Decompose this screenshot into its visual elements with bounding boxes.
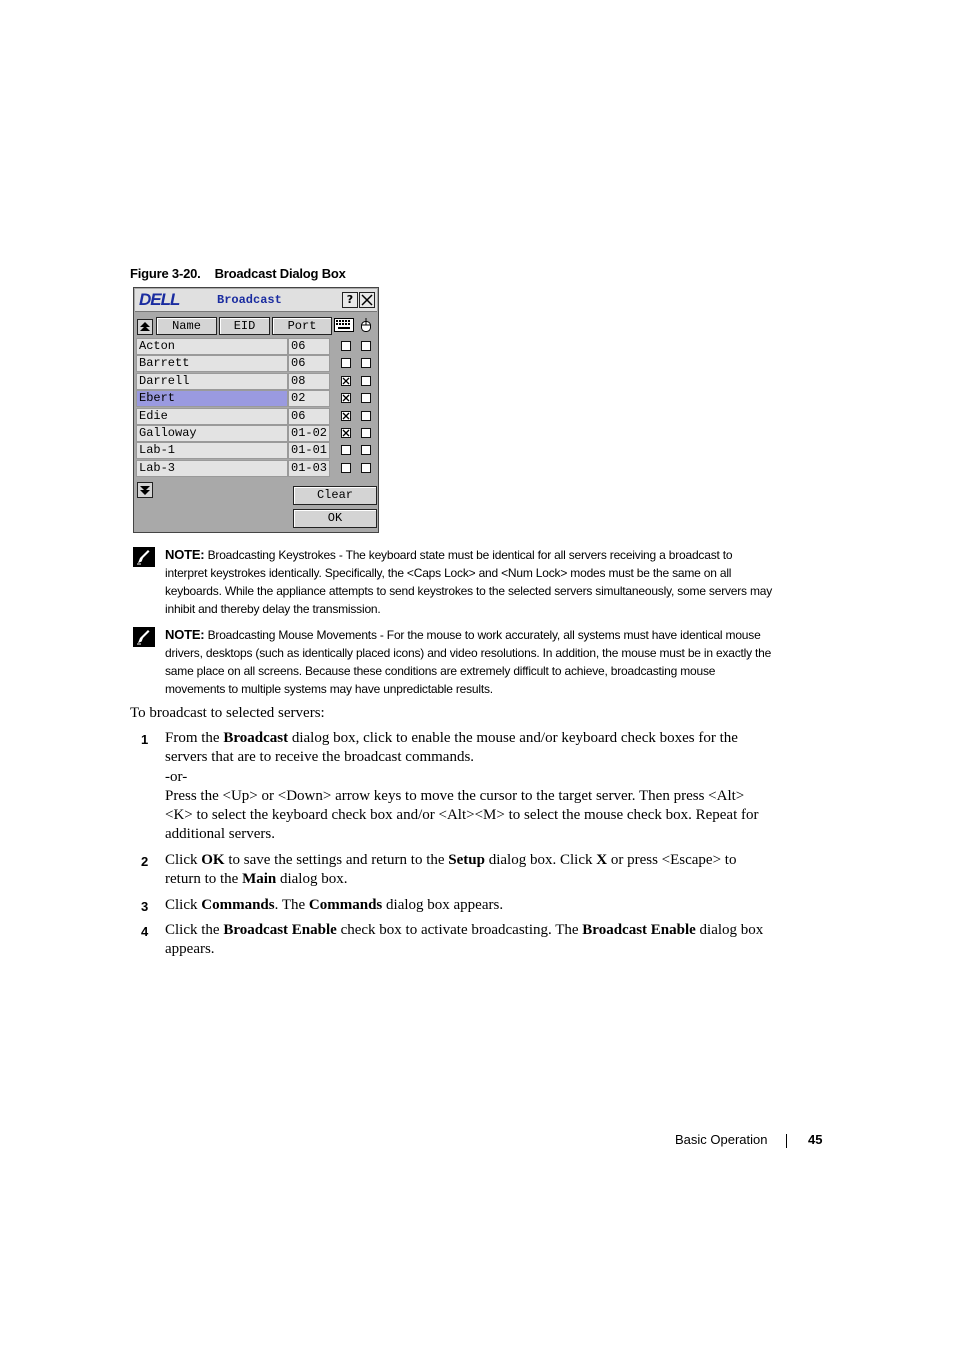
bold-term: Main (242, 871, 277, 888)
help-icon: ? (346, 293, 354, 306)
server-row[interactable] (136, 338, 376, 355)
step-text-run: or press <Escape> to return to the (165, 852, 737, 888)
step-or: -or- (165, 768, 188, 785)
close-button[interactable] (359, 292, 375, 308)
bold-term: Broadcast (223, 730, 289, 746)
step-text-run: dialog box appears. (382, 897, 504, 913)
step-2 (130, 851, 770, 890)
intro-text: To broadcast to selected servers: (130, 705, 325, 721)
step-text-run: Click (165, 897, 202, 913)
scroll-down-button[interactable] (137, 482, 153, 498)
note-mouse-movements (133, 626, 773, 698)
step-4 (130, 921, 770, 960)
step-text-run: Click the (165, 922, 224, 938)
server-row[interactable] (136, 373, 376, 390)
figure-caption (130, 266, 346, 281)
mouse-checkbox[interactable] (361, 463, 371, 473)
eid-header-label: EID (233, 319, 256, 333)
dialog-titlebar (135, 289, 377, 312)
keyboard-checkbox[interactable] (341, 341, 351, 351)
step-text-run: dialog box appears. (165, 922, 764, 958)
step-text (165, 921, 770, 960)
mouse-checkbox[interactable] (361, 358, 371, 368)
bold-term: Broadcast Enable (582, 922, 696, 938)
note-label: NOTE: (165, 547, 205, 562)
footer-divider (786, 1134, 787, 1148)
step-number: 1 (141, 732, 149, 747)
figure-label: Figure 3-20. (130, 266, 201, 281)
server-eid: 08 (288, 373, 330, 390)
port-header-label: Port (287, 319, 317, 333)
server-row[interactable] (136, 425, 376, 442)
server-row[interactable] (136, 355, 376, 372)
checkmark-x-icon (342, 412, 350, 420)
server-row[interactable] (136, 408, 376, 425)
help-button[interactable] (342, 292, 358, 308)
server-name: Lab-3 (136, 460, 288, 477)
dialog-title: Broadcast (217, 293, 282, 307)
note-body: Broadcasting Keystrokes - The keyboard state must be identical for all servers receiving a broadcast to interpret keystrokes identically. Specifically, the <Caps Lock> and <Num Lock> modes must be the same on all keyboards. While the appliance attempts to send keystrokes to the selected servers simultaneously, some servers may inhibit and thereby delay the transmission. (165, 548, 773, 616)
server-eid: 06 (288, 355, 330, 372)
bold-term: Commands (201, 897, 275, 913)
step-text (165, 851, 770, 890)
broadcast-dialog (133, 287, 379, 533)
note-body: Broadcasting Mouse Movements - For the mouse to work accurately, all systems must have identical mouse drivers, desktops (such as identically placed icons) and video resolutions. In addition, the mouse must be in exactly the same place on all screens. Because these conditions are extremely difficult to achieve, broadcasting mouse movements to multiple systems may have unpredictable results. (165, 628, 772, 696)
name-header-label: Name (172, 319, 201, 333)
bold-term: Broadcast Enable (223, 922, 337, 938)
mouse-checkbox[interactable] (361, 428, 371, 438)
bold-term: Commands (308, 897, 383, 913)
keyboard-checkbox[interactable] (341, 358, 351, 368)
scroll-down-icon (138, 483, 152, 497)
mouse-checkbox[interactable] (361, 411, 371, 421)
name-column-header[interactable] (156, 317, 217, 335)
step-text (165, 729, 770, 768)
checkmark-x-icon (342, 377, 350, 385)
server-name: Darrell (136, 373, 288, 390)
server-eid: 06 (288, 408, 330, 425)
server-name: Galloway (136, 425, 288, 442)
dell-logo: DELL (139, 290, 180, 309)
keyboard-checkbox[interactable] (341, 393, 351, 403)
step-text-run: check box to activate broadcasting. The (336, 922, 583, 938)
server-eid: 02 (288, 390, 330, 407)
keyboard-checkbox[interactable] (341, 463, 351, 473)
step-text-run: . The (274, 897, 309, 913)
step-text-run: dialog box, click to enable the mouse and/or keyboard check boxes for the servers that are to receive the broadcast commands. (165, 730, 738, 766)
bold-term: X (596, 852, 608, 868)
server-eid: 06 (288, 338, 330, 355)
figure-title: Broadcast Dialog Box (214, 266, 346, 281)
server-eid: 01-03 (288, 460, 330, 477)
ok-button[interactable]: OK (293, 509, 377, 528)
step-text-run: Click (165, 852, 202, 868)
checkmark-x-icon (342, 429, 350, 437)
server-row[interactable] (136, 442, 376, 459)
step-text-run: From the (165, 730, 224, 746)
step-text (165, 896, 770, 915)
step-number: 4 (141, 924, 149, 939)
scroll-up-button[interactable] (137, 319, 153, 335)
note-keystrokes (133, 546, 773, 618)
server-name: Ebert (136, 390, 288, 407)
scroll-up-icon (138, 320, 152, 334)
step-number: 3 (141, 899, 149, 914)
step-3 (130, 896, 770, 915)
step-text-run: dialog box. Click (484, 852, 597, 868)
keyboard-checkbox[interactable] (341, 445, 351, 455)
step-alt-text: Press the <Up> or <Down> arrow keys to move the cursor to the target server. Then press <Alt><K> to select the keyboard check box and/or <Alt><M> to select the mouse check box. Repeat for additional servers. (165, 787, 759, 843)
keyboard-icon (334, 318, 354, 332)
mouse-icon (360, 318, 372, 332)
footer-section: Basic Operation (675, 1132, 768, 1147)
server-eid: 01-02 (288, 425, 330, 442)
keyboard-checkbox[interactable] (341, 411, 351, 421)
step-1 (130, 729, 770, 845)
mouse-checkbox[interactable] (361, 393, 371, 403)
mouse-checkbox[interactable] (361, 376, 371, 386)
server-row[interactable] (136, 390, 376, 407)
checkmark-x-icon (342, 394, 350, 402)
server-name: Edie (136, 408, 288, 425)
server-name: Acton (136, 338, 288, 355)
step-text-run: to save the settings and return to the (224, 852, 449, 868)
step-text-run: dialog box. (276, 871, 348, 888)
keyboard-checkbox[interactable] (341, 428, 351, 438)
port-column-header[interactable] (272, 317, 332, 335)
step-number: 2 (141, 854, 149, 869)
close-icon (360, 293, 374, 307)
note-label: NOTE: (165, 627, 205, 642)
keyboard-checkbox[interactable] (341, 376, 351, 386)
mouse-checkbox[interactable] (361, 341, 371, 351)
mouse-checkbox[interactable] (361, 445, 371, 455)
page-number: 45 (808, 1132, 823, 1147)
server-name: Barrett (136, 355, 288, 372)
note-pencil-icon (133, 627, 155, 647)
bold-term: Setup (448, 852, 485, 868)
server-name: Lab-1 (136, 442, 288, 459)
bold-term: OK (201, 852, 225, 868)
server-eid: 01-01 (288, 442, 330, 459)
note-pencil-icon (133, 547, 155, 567)
server-row[interactable] (136, 460, 376, 477)
clear-button[interactable]: Clear (293, 486, 377, 505)
eid-column-header[interactable] (219, 317, 270, 335)
